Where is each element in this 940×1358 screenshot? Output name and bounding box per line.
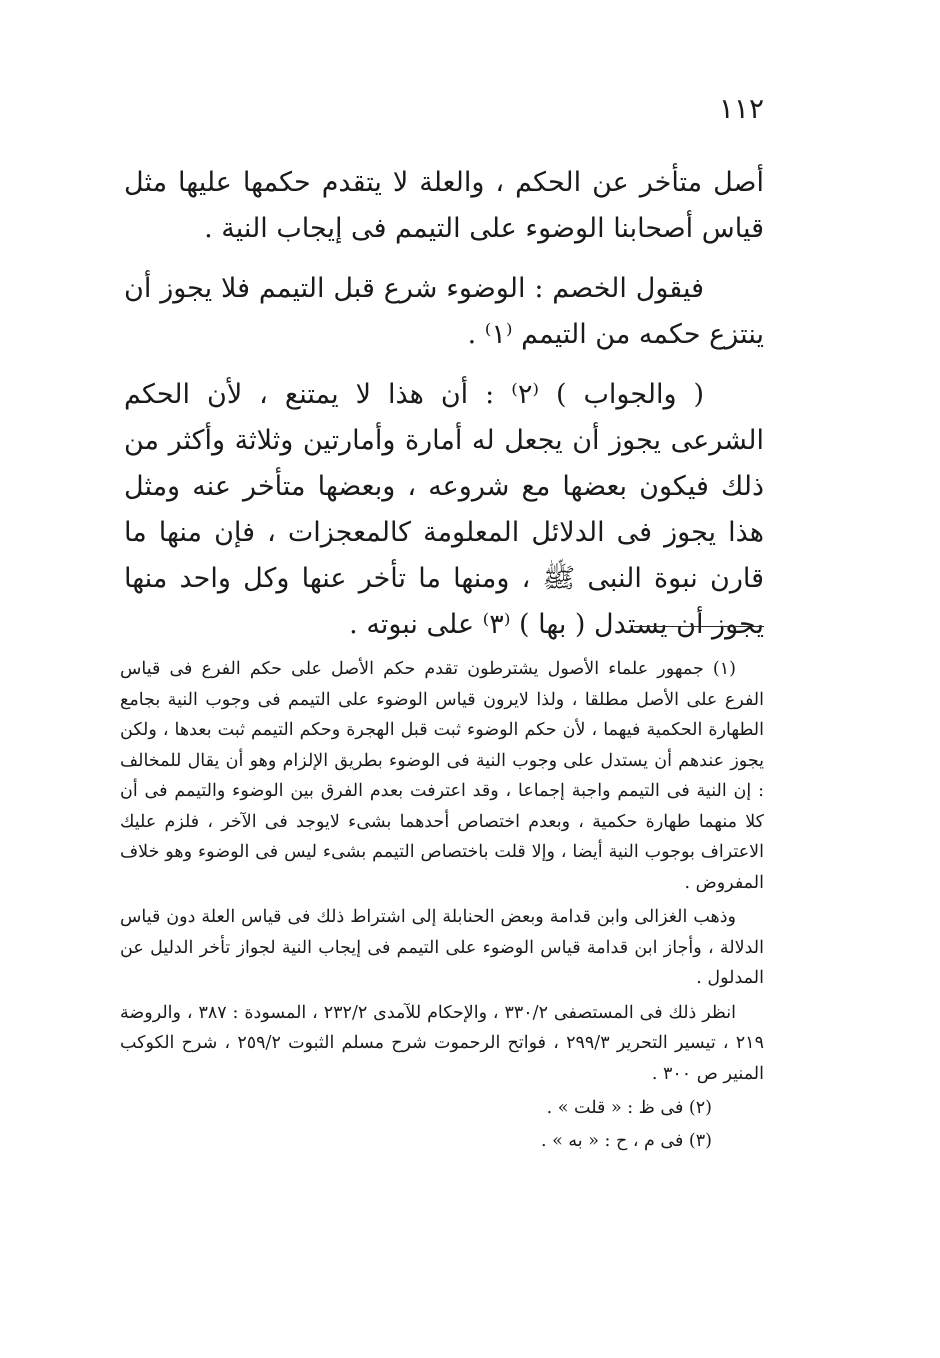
footnote-paragraph: (٣) فى م ، ح : « به » . [541, 1130, 712, 1151]
footnote-paragraph: انظر ذلك فى المستصفى ٣٣٠/٢ ، والإحكام للآمدى ٢٣٢/٢ ، المسودة : ٣٨٧ ، والروضة ٢١٩ ، تيسير التحرير ٢٩٩/٣ ، فواتح الرحموت شرح مسلم الثبوت ٢٥٩/٢ ، شرح الكوكب المنير ص ٣٠٠ . [120, 1002, 764, 1084]
footnotes-section [120, 654, 764, 1158]
footnote-paragraph: (٢) فى ظ : « قلت » . [546, 1098, 712, 1118]
main-paragraph: فيقول الخصم : الوضوء شرع قبل التيمم فلا يجوز أن ينتزع حكمه من التيمم ⁽١⁾ . [124, 273, 764, 350]
page-number: ١١٢ [718, 92, 764, 125]
main-paragraph: ( والجواب ) ⁽٢⁾ : أن هذا لا يمتنع ، لأن الحكم الشرعى يجوز أن يجعل له أمارة وأمارتين وثلاثة وأكثر من ذلك فيكون بعضها مع شروعه ، وبعضها متأخر عنه ومثل هذا يجوز فى الدلائل المعلومة كالمعجزات ، فإن منها ما قارن نبوة النبى ﷺ ، ومنها ما تأخر عنها وكل واحد منها يجوز أن يستدل ( بها ) ⁽٣⁾ على نبوته . [124, 379, 764, 640]
footnote-paragraph: وذهب الغزالى وابن قدامة وبعض الحنابلة إلى اشتراط ذلك فى قياس العلة دون قياس الدلالة ، وأجاز ابن قدامة قياس الوضوء على التيمم فى إيجاب النية لجواز تأخر الدليل عن المدلول . [120, 907, 764, 988]
footnote-separator-line [634, 626, 764, 627]
footnote-paragraph: (١) جمهور علماء الأصول يشترطون تقدم حكم الأصل على حكم الفرع فى قياس الفرع على الأصل مطلقا ، ولذا لايرون قياس الوضوء على التيمم فى وجوب النية بجامع الطهارة الحكمية فيهما ، لأن حكم الوضوء ثبت قبل الهجرة وحكم التيمم ثبت بعدها ، ولكن يجوز عندهم أن يستدل على وجوب النية فى الوضوء بطريق الإلزام وهو أن يقال للمخالف : إن النية فى التيمم واجبة إجماعا ، وقد اعترفت بعدم الفرق بين الوضوء والتيمم فى أن كلا منهما طهارة حكمية ، وبعدم اختصاص أحدهما بشىء لايوجد فى الآخر ، فلزم عليك الاعتراف بوجوب النية أيضا ، وإلا قلت باختصاص التيمم بشىء ليس فى الوضوء وهو خلاف المفروض . [120, 659, 764, 893]
main-body-text [124, 160, 764, 662]
main-paragraph: أصل متأخر عن الحكم ، والعلة لا يتقدم حكمها عليها مثل قياس أصحابنا الوضوء على التيمم فى إيجاب النية . [124, 167, 764, 244]
